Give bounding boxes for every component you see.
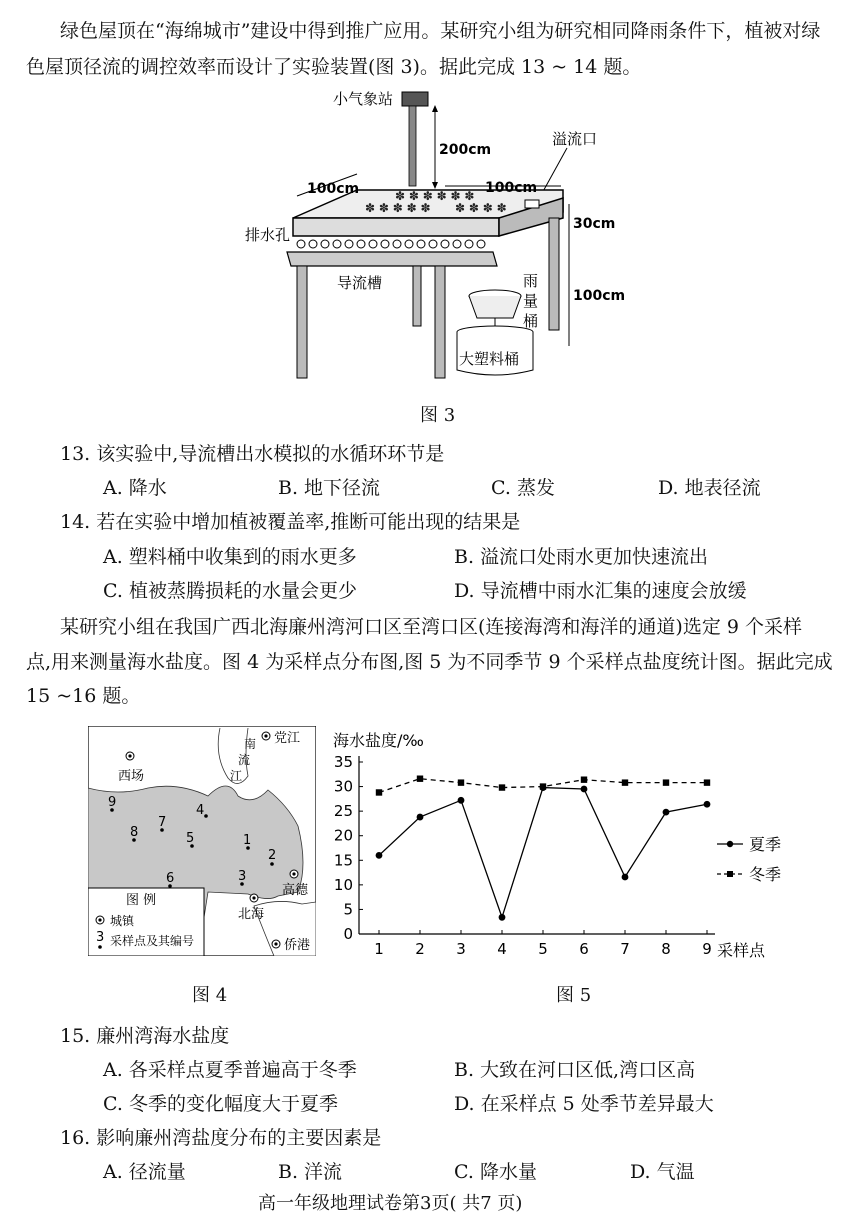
drain-holes bbox=[297, 240, 485, 248]
legend-town: 城镇 bbox=[110, 914, 135, 928]
q13-option-c[interactable]: C. 蒸发 bbox=[491, 477, 555, 499]
fig4-caption: 图 4 bbox=[192, 985, 228, 1006]
q14-stem: 14. 若在实验中增加植被覆盖率,推断可能出现的结果是 bbox=[60, 511, 521, 533]
y-tick-label: 35 bbox=[333, 753, 353, 771]
svg-text:✽ ✽ ✽ ✽ ✽: ✽ ✽ ✽ ✽ ✽ bbox=[365, 201, 431, 215]
fig5-caption: 图 5 bbox=[556, 985, 592, 1006]
q16-option-d[interactable]: D. 气温 bbox=[630, 1161, 695, 1183]
legend-point-number: 3 bbox=[96, 930, 105, 945]
x-tick-label: 5 bbox=[538, 940, 548, 958]
legend-marker bbox=[727, 841, 733, 847]
weather-station-pole bbox=[409, 106, 416, 186]
q15-option-a[interactable]: A. 各采样点夏季普遍高于冬季 bbox=[103, 1059, 357, 1081]
y-tick-label: 25 bbox=[333, 802, 353, 821]
weather-station-box bbox=[402, 92, 428, 106]
x-tick-label: 2 bbox=[415, 940, 425, 958]
legend-point: 采样点及其编号 bbox=[110, 934, 195, 948]
figure-4-map bbox=[88, 726, 316, 956]
figure-3-apparatus bbox=[245, 88, 625, 388]
dim-100cm-right: 100cm bbox=[485, 180, 538, 196]
q13-stem: 13. 该实验中,导流槽出水模拟的水循环环节是 bbox=[60, 443, 445, 465]
winter-point bbox=[622, 779, 628, 785]
x-axis-label: 采样点 bbox=[717, 941, 766, 960]
dim-100cm-left: 100cm bbox=[307, 181, 360, 197]
summer-point bbox=[704, 801, 711, 808]
summer-point bbox=[458, 797, 465, 804]
point-2: 2 bbox=[268, 848, 277, 863]
point-3: 3 bbox=[238, 869, 247, 884]
svg-text:✽ ✽ ✽ ✽: ✽ ✽ ✽ ✽ bbox=[455, 201, 507, 215]
river-label-3: 江 bbox=[230, 769, 243, 783]
q14-option-a[interactable]: A. 塑料桶中收集到的雨水更多 bbox=[103, 546, 357, 568]
winter-point bbox=[458, 779, 464, 785]
trough bbox=[287, 252, 497, 266]
q14-option-c[interactable]: C. 植被蒸腾损耗的水量会更少 bbox=[103, 580, 357, 602]
q16-option-a[interactable]: A. 径流量 bbox=[103, 1161, 186, 1183]
svg-text:✽ ✽ ✽ ✽ ✽ ✽: ✽ ✽ ✽ ✽ ✽ ✽ bbox=[395, 189, 475, 203]
summer-point bbox=[376, 852, 383, 859]
town-qiaogang: 侨港 bbox=[284, 938, 311, 953]
summer-point bbox=[663, 809, 670, 816]
q16-option-c[interactable]: C. 降水量 bbox=[454, 1161, 537, 1183]
intro1-line1: 绿色屋顶在“海绵城市”建设中得到推广应用。某研究小组为研究相同降雨条件下，植被对绿 bbox=[60, 20, 821, 42]
x-tick-label: 3 bbox=[456, 940, 466, 958]
point-5: 5 bbox=[186, 831, 195, 846]
point-4: 4 bbox=[196, 803, 205, 818]
winter-point bbox=[704, 779, 710, 785]
x-tick-label: 1 bbox=[374, 940, 384, 958]
drain-label: 排水孔 bbox=[245, 226, 291, 244]
bucket-label: 大塑料桶 bbox=[459, 350, 520, 368]
gauge-label-1: 雨 bbox=[523, 272, 539, 290]
point-7: 7 bbox=[158, 815, 167, 830]
winter-point bbox=[540, 783, 546, 789]
x-tick-label: 9 bbox=[702, 940, 712, 958]
dim-100cm-height: 100cm bbox=[573, 288, 625, 304]
q15-stem: 15. 廉州湾海水盐度 bbox=[60, 1025, 230, 1047]
x-tick-label: 8 bbox=[661, 940, 671, 958]
y-tick-label: 30 bbox=[333, 777, 353, 796]
town-xichang: 西场 bbox=[118, 769, 145, 784]
y-axis-label: 海水盐度/‰ bbox=[333, 731, 424, 750]
point-1: 1 bbox=[243, 833, 252, 848]
river-label-2: 流 bbox=[238, 753, 251, 767]
y-tick-label: 20 bbox=[333, 826, 353, 845]
dim-200cm: 200cm bbox=[439, 142, 492, 158]
page-footer: 高一年级地理试卷第3页( 共7 页) bbox=[258, 1193, 523, 1214]
x-tick-label: 4 bbox=[497, 940, 507, 958]
q15-option-b[interactable]: B. 大致在河口区低,湾口区高 bbox=[454, 1059, 696, 1081]
winter-point bbox=[663, 779, 669, 785]
winter-point bbox=[499, 784, 505, 790]
q14-option-d[interactable]: D. 导流槽中雨水汇集的速度会放缓 bbox=[454, 580, 747, 602]
summer-point bbox=[499, 914, 506, 921]
station-label: 小气象站 bbox=[333, 90, 394, 108]
river-label-1: 南 bbox=[244, 737, 257, 751]
x-tick-label: 7 bbox=[620, 940, 630, 958]
dim-30cm: 30cm bbox=[573, 216, 616, 232]
point-8: 8 bbox=[130, 825, 139, 840]
summer-point bbox=[417, 814, 424, 821]
q14-option-b[interactable]: B. 溢流口处雨水更加快速流出 bbox=[454, 546, 709, 568]
winter-point bbox=[376, 789, 382, 795]
series-line-summer bbox=[379, 788, 707, 918]
q16-stem: 16. 影响廉州湾盐度分布的主要因素是 bbox=[60, 1127, 382, 1149]
y-tick-label: 10 bbox=[333, 875, 353, 894]
winter-point bbox=[581, 776, 587, 782]
q13-option-a[interactable]: A. 降水 bbox=[103, 477, 167, 499]
q15-option-c[interactable]: C. 冬季的变化幅度大于夏季 bbox=[103, 1093, 338, 1115]
intro1-line2: 色屋顶径流的调控效率而设计了实验装置(图 3)。据此完成 13 ~ 14 题。 bbox=[26, 56, 642, 78]
gauge-label-3: 桶 bbox=[523, 312, 539, 330]
legend-marker bbox=[727, 871, 733, 877]
overflow-label: 溢流口 bbox=[552, 130, 598, 148]
trough-label: 导流槽 bbox=[337, 274, 383, 292]
winter-point bbox=[417, 776, 423, 782]
q13-option-b[interactable]: B. 地下径流 bbox=[278, 477, 381, 499]
q16-option-b[interactable]: B. 洋流 bbox=[278, 1161, 343, 1183]
point-6: 6 bbox=[166, 871, 175, 886]
legend-title: 图 例 bbox=[126, 893, 157, 908]
summer-point bbox=[622, 874, 629, 881]
fig3-caption: 图 3 bbox=[420, 405, 456, 426]
y-tick-label: 0 bbox=[343, 925, 353, 943]
summer-point bbox=[581, 786, 588, 793]
x-tick-label: 6 bbox=[579, 940, 589, 958]
legend-label: 夏季 bbox=[749, 835, 782, 854]
intro2-line2: 点,用来测量海水盐度。图 4 为采样点分布图,图 5 为不同季节 9 个采样点盐度统计图。据此完成 bbox=[26, 651, 833, 673]
q15-option-d[interactable]: D. 在采样点 5 处季节差异最大 bbox=[454, 1093, 714, 1115]
q13-option-d[interactable]: D. 地表径流 bbox=[658, 477, 761, 499]
town-dangjiang: 党江 bbox=[274, 731, 301, 746]
legend-label: 冬季 bbox=[749, 865, 782, 884]
town-beihai: 北海 bbox=[238, 907, 265, 922]
gauge-label-2: 量 bbox=[523, 292, 539, 310]
y-tick-label: 15 bbox=[333, 851, 353, 870]
intro2-line3: 15 ~16 题。 bbox=[26, 685, 141, 707]
figure-5-chart bbox=[325, 726, 795, 966]
intro2-line1: 某研究小组在我国广西北海廉州湾河口区至湾口区(连接海湾和海洋的通道)选定 9 个采样 bbox=[60, 616, 802, 638]
town-gaode: 高德 bbox=[282, 883, 309, 898]
y-tick-label: 5 bbox=[343, 900, 353, 919]
point-9: 9 bbox=[108, 795, 117, 810]
